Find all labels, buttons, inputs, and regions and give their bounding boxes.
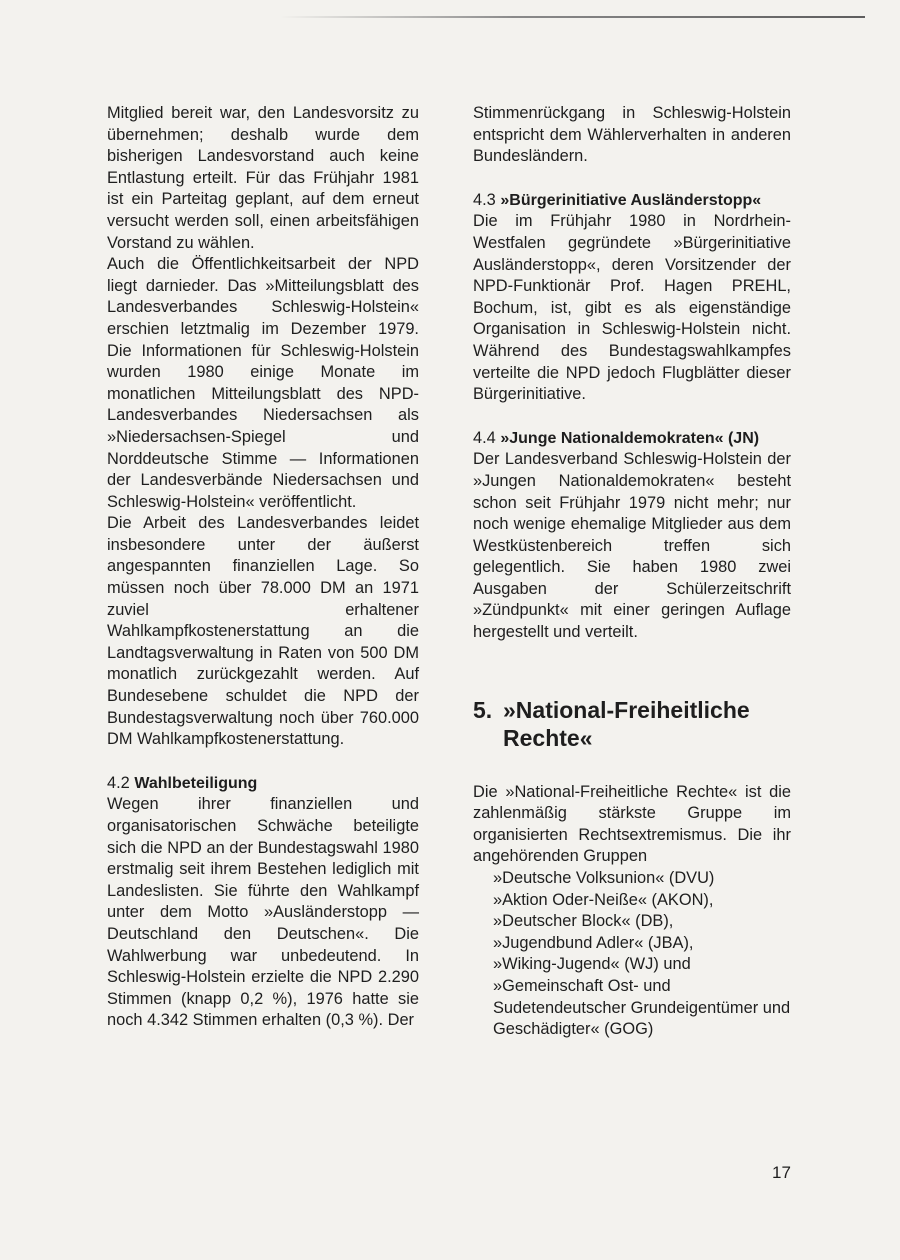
section-text: Der Landesverband Schleswig-Holstein der »Jungen Nationaldemokraten« besteht schon seit Frühjahr 1979 nicht mehr; nur noch wenige ehemalige Mitglieder aus dem Westküstenbereich treffen sich gelegentlich. Sie haben 1980 zwei Ausgaben der Schülerzeitschrift »Zündpunkt« mit einer geringen Auflage hergestellt und verteilt. xyxy=(473,450,791,642)
list-item: »Wiking-Jugend« (WJ) und xyxy=(493,955,691,974)
top-rule xyxy=(280,16,865,18)
section-4-3 xyxy=(473,190,791,406)
chapter-title-line2: Rechte« xyxy=(503,724,593,751)
section-heading xyxy=(473,428,791,450)
section-4-2 xyxy=(107,773,419,1032)
left-column xyxy=(107,103,419,1032)
section-title: »Bürgerinitiative Ausländerstopp« xyxy=(500,191,762,209)
section-number: 4.2 xyxy=(107,773,130,792)
list-item: »Deutscher Block« (DB), xyxy=(493,912,674,931)
paragraph: Mitglied bereit war, den Landesvorsitz zu übernehmen; deshalb wurde dem bisherigen Landesvorstand auch keine Entlastung erteilt. Für das Frühjahr 1981 ist ein Parteitag geplant, auf dem erneut versucht werden soll, einen arbeitsfähigen Vorstand zu wählen. xyxy=(107,104,419,252)
paragraph: Auch die Öffentlichkeitsarbeit der NPD liegt darnieder. Das »Mitteilungsblatt des Landesverbandes Schleswig-Holstein« erschien letztmalig im Dezember 1979. Die Informationen für Schleswig-Holstein wurden 1980 einige Monate im monatlichen Mitteilungsblatt des NPD-Landesverbandes Niedersachsen als »Niedersachsen-Spiegel und Norddeutsche Stimme — Informationen der Landesverbände Niedersachsen und Schleswig-Holstein« veröffentlicht. xyxy=(107,255,419,511)
list-item: »Deutsche Volksunion« (DVU) xyxy=(493,869,715,888)
section-title: »Junge Nationaldemokraten« (JN) xyxy=(500,429,760,447)
right-column xyxy=(473,103,791,1041)
section-heading xyxy=(107,773,419,795)
list-item: »Aktion Oder-Neiße« (AKON), xyxy=(493,890,714,909)
section-text: Die »National-Freiheitliche Rechte« ist die zahlenmäßig stärkste Gruppe im organisierten Rechtsextremismus. Die ihr angehörenden Gruppen xyxy=(473,782,791,866)
chapter-heading xyxy=(473,696,791,752)
chapter-title-line1: »National-Freiheitliche xyxy=(503,696,750,723)
section-text: Wegen ihrer finanziellen und organisatorischen Schwäche beteiligte sich die NPD an der Bundestagswahl 1980 erstmalig seit ihrem Bestehen lediglich mit Landeslisten. Sie führte den Wahlkampf unter dem Motto »Ausländerstopp — Deutschland den Deutschen«. Die Wahlwerbung war unbedeutend. In Schleswig-Holstein erzielte die NPD 2.290 Stimmen (knapp 0,2 %), 1976 hatte sie noch 4.342 Stimmen erhalten (0,3 %). Der xyxy=(107,795,419,1030)
paragraph: Die Arbeit des Landesverbandes leidet insbesondere unter der äußerst angespannten finanziellen Lage. So müssen noch über 78.000 DM an 1971 zuviel erhaltener Wahlkampfkostenerstattung an die Landtagsverwaltung in Raten von 500 DM monatlich zurückgezahlt werden. Auf Bundesebene schuldet die NPD der Bundestagsverwaltung noch über 760.000 DM Wahlkampfkostenerstattung. xyxy=(107,514,419,749)
page-number: 17 xyxy=(772,1163,791,1182)
section-text: Die im Frühjahr 1980 in Nordrhein-Westfalen gegründete »Bürgerinitiative Ausländerstopp«, deren Vorsitzender der NPD-Funktionär Prof. Hagen PREHL, Bochum, ist, gibt es als eigenständige Organisation in Schleswig-Holstein nicht. Während des Bundestagswahlkampfes verteilte die NPD jedoch Flugblätter dieser Bürgerinitiative. xyxy=(473,212,791,404)
list-item: »Gemeinschaft Ost- und Sudetendeutscher Grundeigentümer und Geschädigter« (GOG) xyxy=(493,977,791,1039)
section-heading xyxy=(473,190,791,212)
paragraph: Stimmenrückgang in Schleswig-Holstein entspricht dem Wählerverhalten in anderen Bundesländern. xyxy=(473,104,791,166)
list-item: »Jugendbund Adler« (JBA), xyxy=(493,933,694,952)
group-list xyxy=(473,868,791,1041)
section-4-4 xyxy=(473,428,791,644)
section-title: Wahlbeteiligung xyxy=(134,774,258,792)
chapter-number: 5. xyxy=(473,696,493,723)
section-number: 4.4 xyxy=(473,428,496,447)
section-number: 4.3 xyxy=(473,190,496,209)
